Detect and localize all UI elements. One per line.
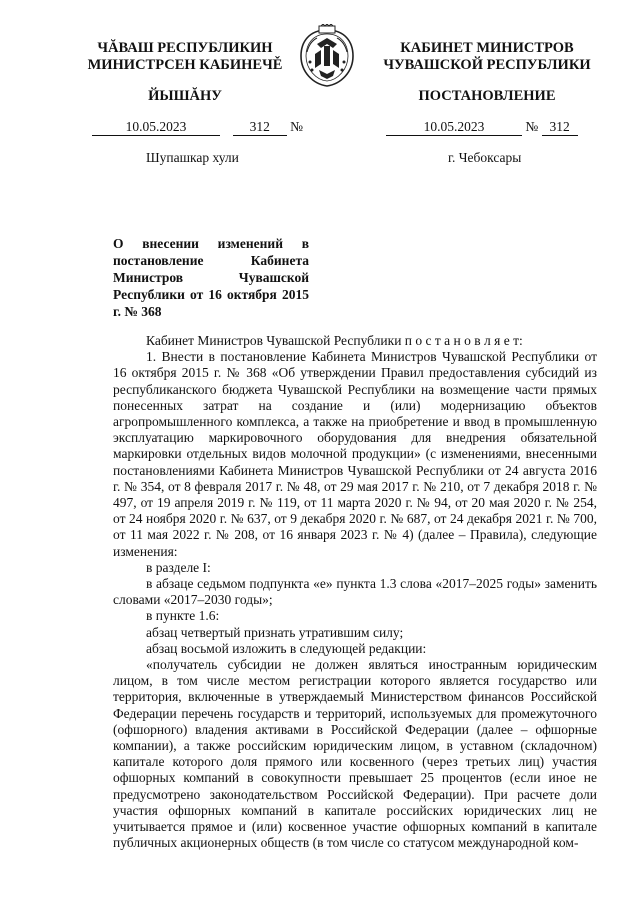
right-date-line — [386, 119, 578, 136]
header-right — [372, 40, 602, 74]
body-paragraph: 1. Внести в постановление Кабинета Министров Чувашской Республики от 16 октября 2015 г. № 368 «Об утверждении Правил предоставления субсидий из республиканского бюджета Чувашской Республики на возмещение части прямых понесенных затрат на создание и (или) модернизацию объектов агропромышленного комплекса, а также на приобретение и ввод в промышленную эксплуатацию маркировочного оборудования для внедрения обязательной маркировки отдельных видов молочной продукции» (с изменениями, внесенными постановлениями Кабинета Министров Чувашской Республики от 24 августа 2016 г. № 354, от 8 февраля 2017 г. № 48, от 29 мая 2017 г. № 210, от 7 декабря 2018 г. № 497, от 19 апреля 2019 г. № 119, от 11 марта 2020 г. № 94, от 20 мая 2020 г. № 254, от 24 ноября 2020 г. № 637, от 9 декабря 2020 г. № 687, от 24 декабря 2021 г. № 700, от 11 мая 2022 г. № 208, от 16 января 2023 г. № 4) (далее – Правила), следующие изменения: — [113, 349, 597, 559]
place-right: г. Чебоксары — [448, 150, 522, 165]
left-date: 10.05.2023 — [92, 119, 220, 136]
body-paragraph: в разделе I: — [146, 559, 211, 575]
left-no-sign: № — [290, 119, 304, 134]
right-date: 10.05.2023 — [386, 119, 522, 136]
body-paragraph: «получатель субсидии не должен являться иностранным юридическим лицом, в том числе местом регистрации которого является государство или территория, включенные в утверждаемый Министерством финансов Российской Федерации перечень государств и территорий, используемых для промежуточного (офшорного) владения активами в Российской Федерации (далее – офшорные компании), а также российским юридическим лицом, в уставном (складочном) капитале которого доля прямого или косвенного (через третьих лиц) участия офшорных компаний в совокупности превышает 25 процентов (если иное не предусмотрено законодательством Российской Федерации). При расчете доли участия офшорных компаний в капитале российских юридических лиц не учитывается прямое и (или) косвенное участие офшорных компаний в капитале публичных акционерных обществ (в том числе со статусом международной ком- — [113, 657, 597, 851]
right-number: 312 — [542, 119, 578, 136]
header-right-doc-type: ПОСТАНОВЛЕНИЕ — [418, 88, 556, 104]
header-left-doc-type: ЙЫШĂНУ — [148, 88, 222, 104]
header-right-line1: КАБИНЕТ МИНИСТРОВ — [400, 40, 574, 56]
place-left: Шупашкар хули — [146, 150, 239, 165]
body-paragraph: в пункте 1.6: — [146, 608, 220, 624]
body-paragraph: в абзаце седьмом подпункта «е» пункта 1.3 слова «2017–2025 годы» заменить словами «2017–2030 годы»; — [113, 576, 597, 608]
document-subject: О внесении изменений в постановление Кабинета Министров Чувашской Республики от 16 октября 2015 г. № 368 — [113, 236, 309, 319]
right-no-sign: № — [525, 119, 539, 134]
left-number: 312 — [233, 119, 287, 136]
header-left — [70, 40, 300, 74]
header-right-line2: ЧУВАШСКОЙ РЕСПУБЛИКИ — [383, 57, 591, 73]
header-left-line2: МИНИСТРСЕН КАБИНЕЧĚ — [87, 57, 283, 73]
chuvash-emblem-icon — [297, 24, 357, 90]
body-paragraph: абзац восьмой изложить в следующей редакции: — [146, 640, 427, 656]
header-left-line1: ЧĂВАШ РЕСПУБЛИКИН — [97, 40, 273, 56]
left-date-line — [92, 119, 303, 136]
document-body — [113, 333, 597, 852]
body-paragraph: Кабинет Министров Чувашской Республики п о с т а н о в л я е т: — [146, 333, 523, 348]
body-paragraph: абзац четвертый признать утратившим силу; — [146, 624, 404, 640]
